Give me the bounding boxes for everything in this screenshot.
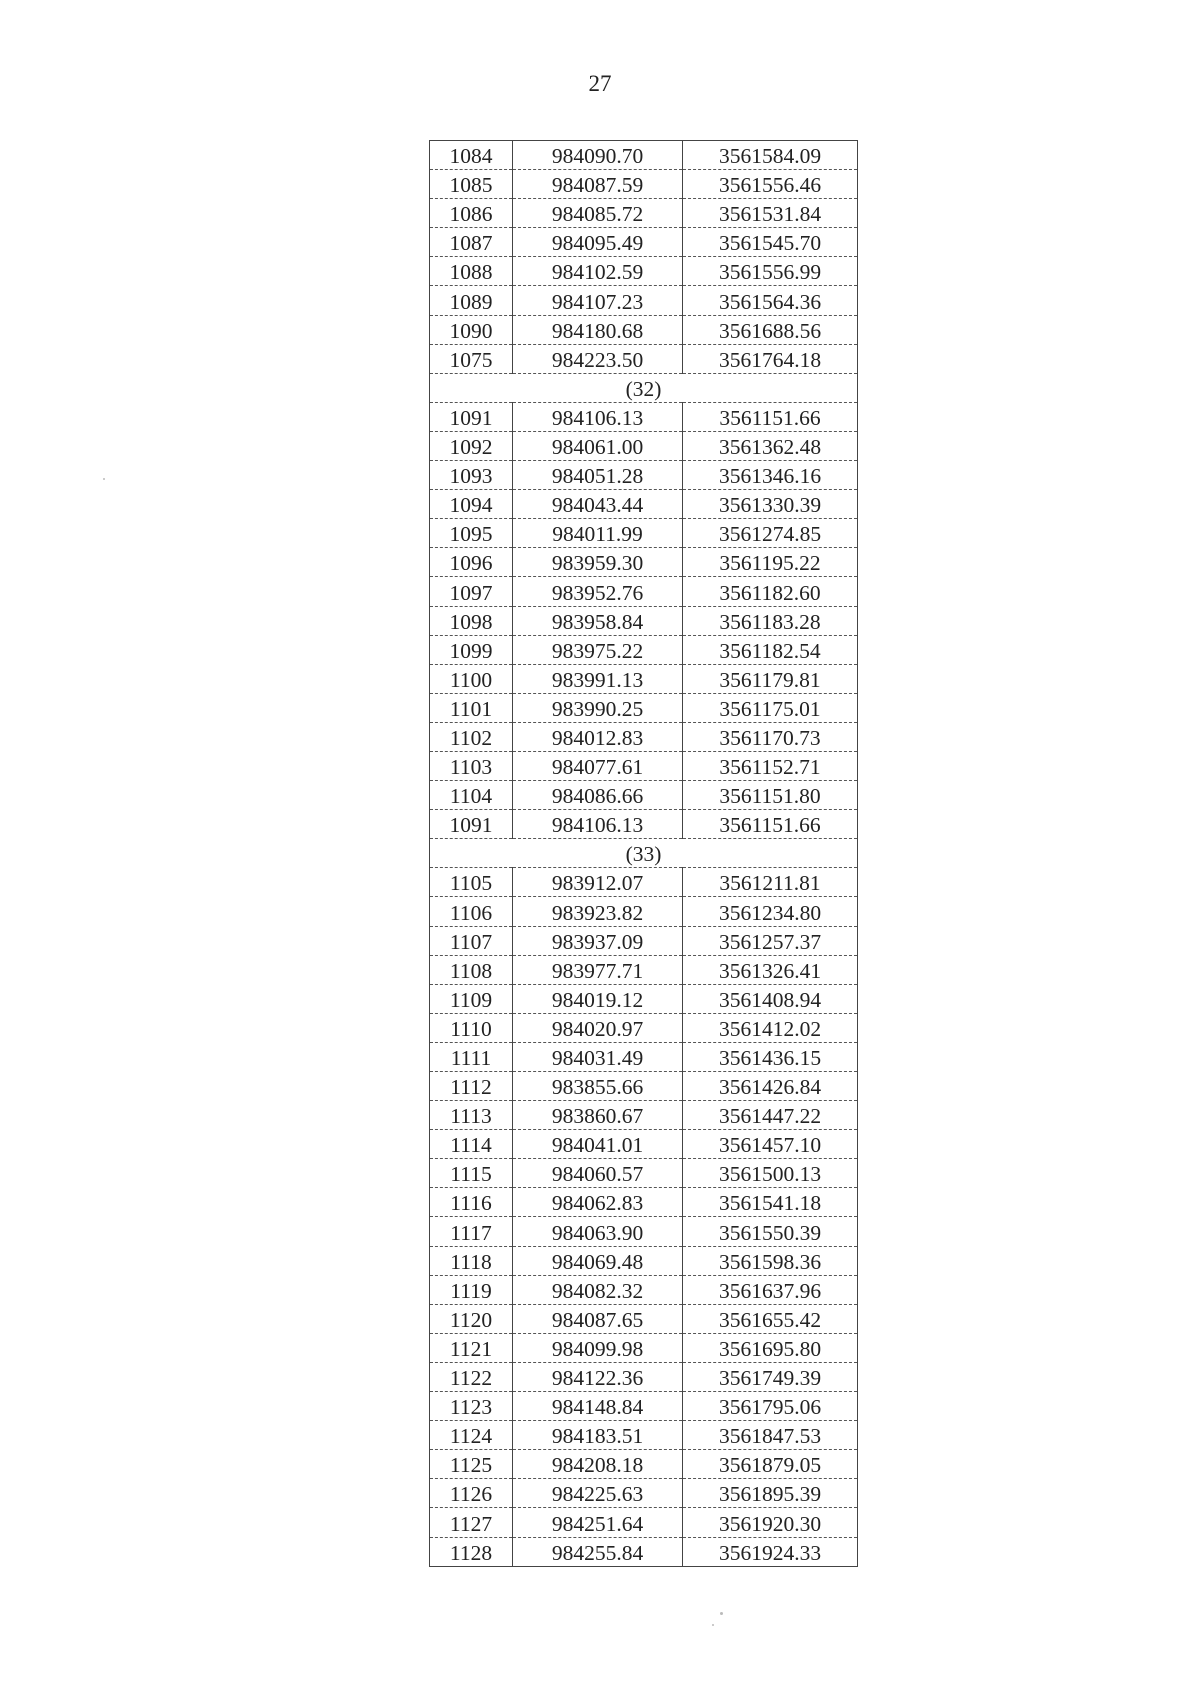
y-coordinate-cell: 3561346.16 [683,461,858,490]
table-row [430,170,858,199]
x-coordinate-cell: 984183.51 [513,1421,683,1450]
x-coordinate-cell: 984062.83 [513,1188,683,1217]
point-id-cell: 1119 [430,1275,513,1304]
section-label: (33) [430,839,858,868]
table-row [430,141,858,170]
x-coordinate-cell: 983855.66 [513,1072,683,1101]
x-coordinate-cell: 983990.25 [513,693,683,722]
point-id-cell: 1127 [430,1508,513,1537]
y-coordinate-cell: 3561426.84 [683,1072,858,1101]
x-coordinate-cell: 984069.48 [513,1246,683,1275]
table-row [430,1130,858,1159]
table-row [430,1101,858,1130]
x-coordinate-cell: 983923.82 [513,897,683,926]
table-row [430,257,858,286]
point-id-cell: 1104 [430,781,513,810]
point-id-cell: 1110 [430,1013,513,1042]
table-row [430,1392,858,1421]
table-row [430,1246,858,1275]
x-coordinate-cell: 984060.57 [513,1159,683,1188]
y-coordinate-cell: 3561564.36 [683,286,858,315]
x-coordinate-cell: 984106.13 [513,402,683,431]
y-coordinate-cell: 3561152.71 [683,751,858,780]
x-coordinate-cell: 984090.70 [513,141,683,170]
x-coordinate-cell: 984180.68 [513,315,683,344]
point-id-cell: 1088 [430,257,513,286]
y-coordinate-cell: 3561195.22 [683,548,858,577]
x-coordinate-cell: 984077.61 [513,751,683,780]
point-id-cell: 1108 [430,955,513,984]
table-row [430,1537,858,1566]
point-id-cell: 1125 [430,1450,513,1479]
point-id-cell: 1109 [430,984,513,1013]
x-coordinate-cell: 983937.09 [513,926,683,955]
point-id-cell: 1093 [430,461,513,490]
point-id-cell: 1097 [430,577,513,606]
point-id-cell: 1111 [430,1042,513,1071]
x-coordinate-cell: 984255.84 [513,1537,683,1566]
y-coordinate-cell: 3561764.18 [683,344,858,373]
y-coordinate-cell: 3561895.39 [683,1479,858,1508]
table-row [430,1362,858,1391]
point-id-cell: 1091 [430,402,513,431]
table-row [430,1304,858,1333]
x-coordinate-cell: 983860.67 [513,1101,683,1130]
y-coordinate-cell: 3561598.36 [683,1246,858,1275]
y-coordinate-cell: 3561924.33 [683,1537,858,1566]
point-id-cell: 1075 [430,344,513,373]
x-coordinate-cell: 984031.49 [513,1042,683,1071]
point-id-cell: 1102 [430,722,513,751]
y-coordinate-cell: 3561556.99 [683,257,858,286]
x-coordinate-cell: 983959.30 [513,548,683,577]
point-id-cell: 1126 [430,1479,513,1508]
point-id-cell: 1115 [430,1159,513,1188]
point-id-cell: 1087 [430,228,513,257]
y-coordinate-cell: 3561541.18 [683,1188,858,1217]
table-row [430,606,858,635]
y-coordinate-cell: 3561257.37 [683,926,858,955]
y-coordinate-cell: 3561211.81 [683,868,858,897]
point-id-cell: 1085 [430,170,513,199]
point-id-cell: 1107 [430,926,513,955]
table-row [430,228,858,257]
table-row [430,1042,858,1071]
x-coordinate-cell: 983991.13 [513,664,683,693]
table-row [430,897,858,926]
table-row [430,810,858,839]
x-coordinate-cell: 984019.12 [513,984,683,1013]
table-row [430,286,858,315]
x-coordinate-cell: 983952.76 [513,577,683,606]
point-id-cell: 1121 [430,1333,513,1362]
y-coordinate-cell: 3561151.66 [683,810,858,839]
x-coordinate-cell: 984095.49 [513,228,683,257]
point-id-cell: 1116 [430,1188,513,1217]
x-coordinate-cell: 983975.22 [513,635,683,664]
table-row [430,955,858,984]
x-coordinate-cell: 984107.23 [513,286,683,315]
x-coordinate-cell: 983912.07 [513,868,683,897]
point-id-cell: 1105 [430,868,513,897]
y-coordinate-cell: 3561326.41 [683,955,858,984]
point-id-cell: 1084 [430,141,513,170]
x-coordinate-cell: 984208.18 [513,1450,683,1479]
section-header-row [430,839,858,868]
table-row [430,461,858,490]
x-coordinate-cell: 983958.84 [513,606,683,635]
point-id-cell: 1100 [430,664,513,693]
x-coordinate-cell: 984099.98 [513,1333,683,1362]
table-row [430,693,858,722]
table-row [430,926,858,955]
x-coordinate-cell: 984102.59 [513,257,683,286]
x-coordinate-cell: 984122.36 [513,1362,683,1391]
x-coordinate-cell: 984085.72 [513,199,683,228]
point-id-cell: 1099 [430,635,513,664]
table-row [430,490,858,519]
y-coordinate-cell: 3561408.94 [683,984,858,1013]
x-coordinate-cell: 984087.65 [513,1304,683,1333]
table-row [430,1333,858,1362]
table-row [430,1508,858,1537]
table-row [430,431,858,460]
table-row [430,635,858,664]
y-coordinate-cell: 3561234.80 [683,897,858,926]
point-id-cell: 1094 [430,490,513,519]
y-coordinate-cell: 3561330.39 [683,490,858,519]
y-coordinate-cell: 3561920.30 [683,1508,858,1537]
x-coordinate-cell: 984063.90 [513,1217,683,1246]
table-row [430,315,858,344]
table-row [430,984,858,1013]
table-row [430,199,858,228]
table-row [430,781,858,810]
y-coordinate-cell: 3561749.39 [683,1362,858,1391]
table-row [430,1217,858,1246]
point-id-cell: 1098 [430,606,513,635]
y-coordinate-cell: 3561151.66 [683,402,858,431]
coordinates-table [429,140,858,1567]
x-coordinate-cell: 984086.66 [513,781,683,810]
x-coordinate-cell: 984012.83 [513,722,683,751]
point-id-cell: 1095 [430,519,513,548]
y-coordinate-cell: 3561447.22 [683,1101,858,1130]
point-id-cell: 1120 [430,1304,513,1333]
y-coordinate-cell: 3561879.05 [683,1450,858,1479]
y-coordinate-cell: 3561550.39 [683,1217,858,1246]
x-coordinate-cell: 984051.28 [513,461,683,490]
table-row [430,1072,858,1101]
point-id-cell: 1090 [430,315,513,344]
section-label: (32) [430,373,858,402]
table-row [430,1421,858,1450]
table-row [430,577,858,606]
y-coordinate-cell: 3561795.06 [683,1392,858,1421]
y-coordinate-cell: 3561531.84 [683,199,858,228]
x-coordinate-cell: 984043.44 [513,490,683,519]
y-coordinate-cell: 3561637.96 [683,1275,858,1304]
x-coordinate-cell: 983977.71 [513,955,683,984]
point-id-cell: 1122 [430,1362,513,1391]
point-id-cell: 1128 [430,1537,513,1566]
point-id-cell: 1086 [430,199,513,228]
y-coordinate-cell: 3561556.46 [683,170,858,199]
point-id-cell: 1096 [430,548,513,577]
point-id-cell: 1114 [430,1130,513,1159]
point-id-cell: 1101 [430,693,513,722]
point-id-cell: 1118 [430,1246,513,1275]
y-coordinate-cell: 3561362.48 [683,431,858,460]
point-id-cell: 1112 [430,1072,513,1101]
x-coordinate-cell: 984106.13 [513,810,683,839]
x-coordinate-cell: 984087.59 [513,170,683,199]
table-row [430,1275,858,1304]
scan-speck [720,1612,723,1615]
y-coordinate-cell: 3561175.01 [683,693,858,722]
y-coordinate-cell: 3561584.09 [683,141,858,170]
y-coordinate-cell: 3561182.60 [683,577,858,606]
point-id-cell: 1124 [430,1421,513,1450]
y-coordinate-cell: 3561274.85 [683,519,858,548]
x-coordinate-cell: 984251.64 [513,1508,683,1537]
table-row [430,344,858,373]
point-id-cell: 1106 [430,897,513,926]
table-row [430,1450,858,1479]
x-coordinate-cell: 984011.99 [513,519,683,548]
y-coordinate-cell: 3561436.15 [683,1042,858,1071]
x-coordinate-cell: 984061.00 [513,431,683,460]
section-header-row [430,373,858,402]
table-row [430,868,858,897]
scan-speck [712,1624,714,1626]
x-coordinate-cell: 984020.97 [513,1013,683,1042]
point-id-cell: 1113 [430,1101,513,1130]
y-coordinate-cell: 3561412.02 [683,1013,858,1042]
y-coordinate-cell: 3561170.73 [683,722,858,751]
point-id-cell: 1103 [430,751,513,780]
table-row [430,751,858,780]
table-row [430,664,858,693]
coordinates-table-body [430,141,858,1567]
point-id-cell: 1092 [430,431,513,460]
table-row [430,402,858,431]
x-coordinate-cell: 984148.84 [513,1392,683,1421]
x-coordinate-cell: 984223.50 [513,344,683,373]
y-coordinate-cell: 3561183.28 [683,606,858,635]
x-coordinate-cell: 984041.01 [513,1130,683,1159]
table-row [430,1188,858,1217]
x-coordinate-cell: 984225.63 [513,1479,683,1508]
point-id-cell: 1123 [430,1392,513,1421]
y-coordinate-cell: 3561847.53 [683,1421,858,1450]
y-coordinate-cell: 3561151.80 [683,781,858,810]
y-coordinate-cell: 3561179.81 [683,664,858,693]
y-coordinate-cell: 3561457.10 [683,1130,858,1159]
y-coordinate-cell: 3561655.42 [683,1304,858,1333]
y-coordinate-cell: 3561182.54 [683,635,858,664]
y-coordinate-cell: 3561688.56 [683,315,858,344]
point-id-cell: 1091 [430,810,513,839]
y-coordinate-cell: 3561500.13 [683,1159,858,1188]
point-id-cell: 1117 [430,1217,513,1246]
table-row [430,548,858,577]
table-row [430,519,858,548]
scan-speck [103,478,105,480]
y-coordinate-cell: 3561545.70 [683,228,858,257]
point-id-cell: 1089 [430,286,513,315]
table-row [430,1479,858,1508]
table-row [430,1013,858,1042]
table-row [430,722,858,751]
table-row [430,1159,858,1188]
y-coordinate-cell: 3561695.80 [683,1333,858,1362]
page-number: 27 [588,71,612,96]
x-coordinate-cell: 984082.32 [513,1275,683,1304]
